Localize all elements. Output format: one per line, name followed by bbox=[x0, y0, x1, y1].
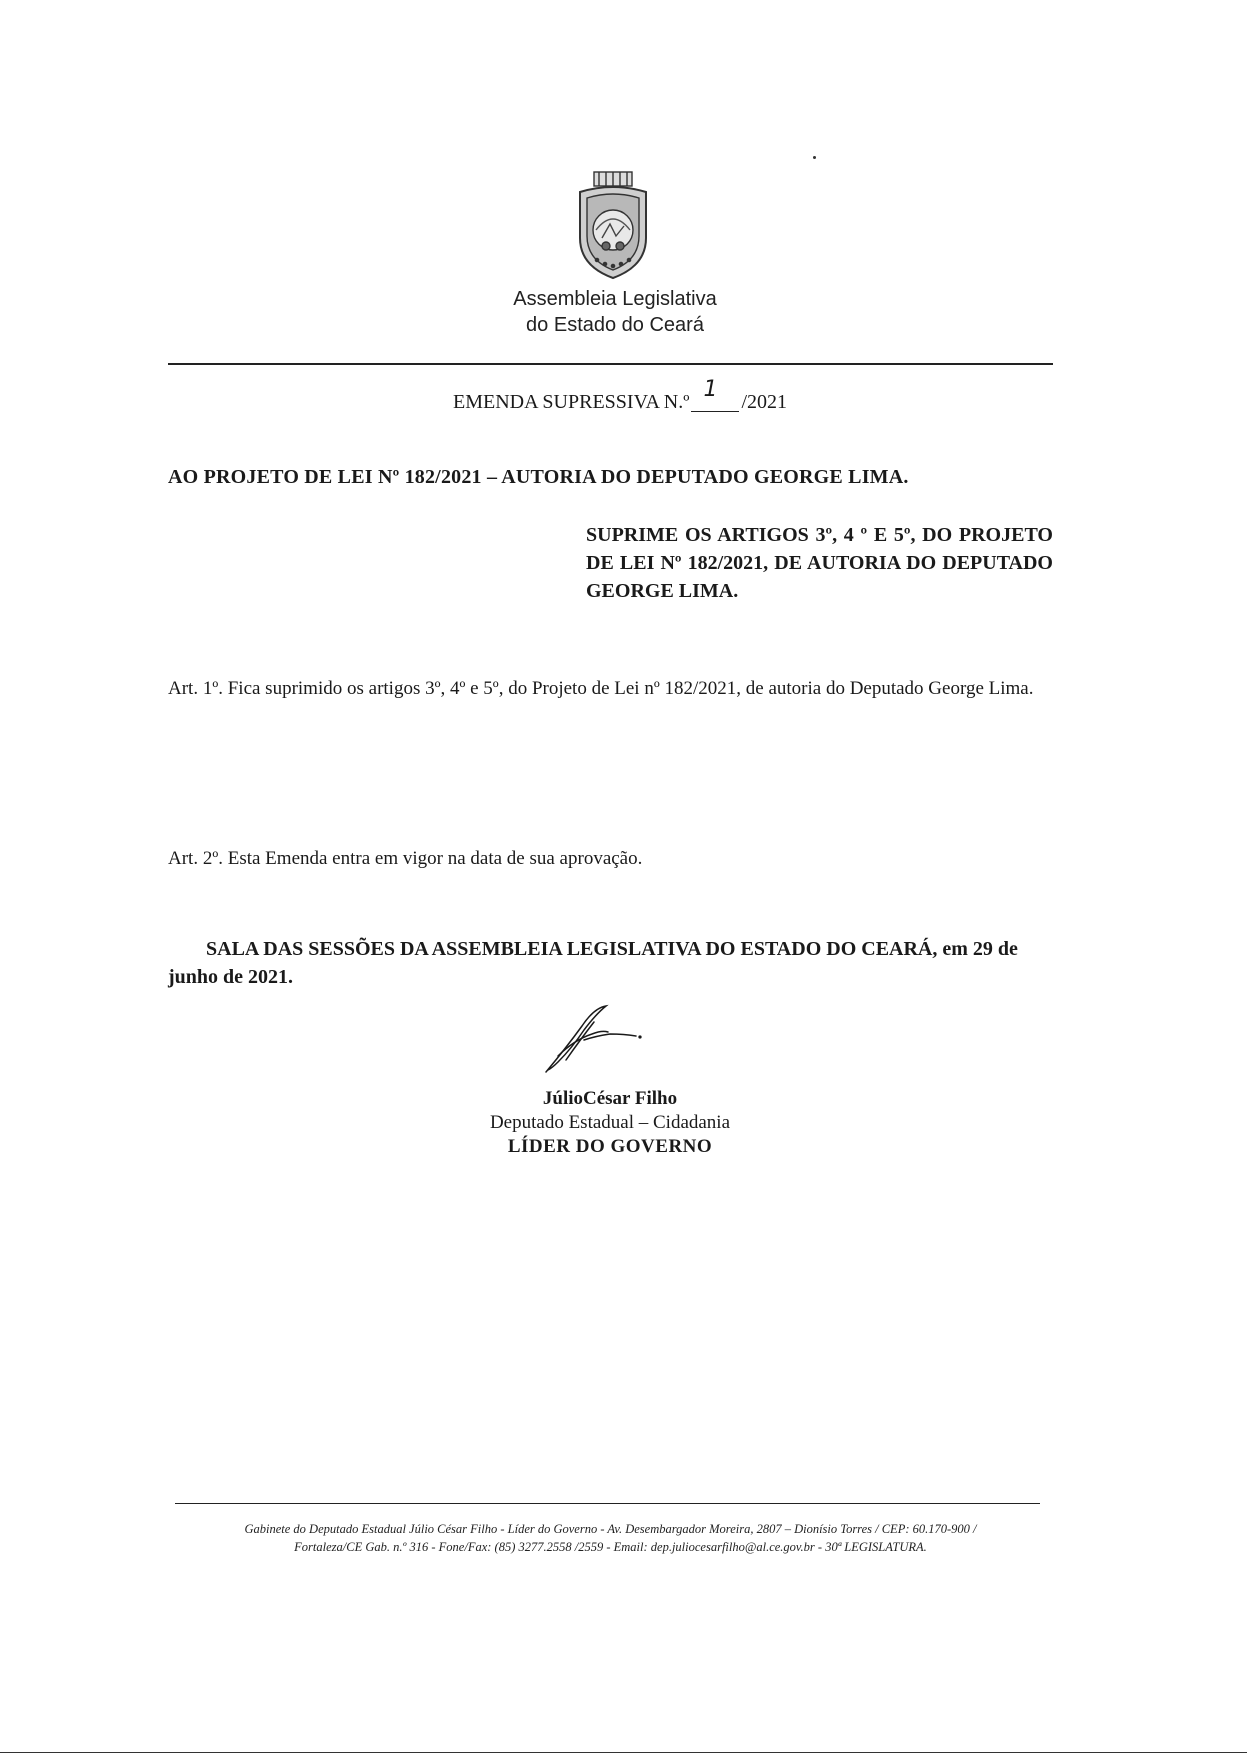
title-suffix: /2021 bbox=[741, 391, 787, 413]
project-reference: AO PROJETO DE LEI Nº 182/2021 – AUTORIA DO DEPUTADO GEORGE LIMA. bbox=[168, 466, 909, 488]
scan-speck bbox=[813, 156, 816, 159]
page-bottom-edge bbox=[0, 1752, 1247, 1753]
institution-name-line1: Assembleia Legislativa bbox=[513, 288, 717, 310]
coat-of-arms-icon bbox=[572, 168, 654, 282]
signer-position: LÍDER DO GOVERNO bbox=[507, 1136, 713, 1157]
document-title bbox=[330, 377, 910, 414]
ementa-summary: SUPRIME OS ARTIGOS 3º, 4 º E 5º, DO PROJETO DE LEI Nº 182/2021, DE AUTORIA DO DEPUTADO GEORGE LIMA. bbox=[586, 524, 1053, 602]
footer-address-line2: Fortaleza/CE Gab. n.º 316 - Fone/Fax: (85) 3277.2558 /2559 - Email: dep.juliocesarfilho@al.ce.gov.br - 30ª LEGISLATURA. bbox=[294, 1540, 927, 1554]
article-1: Art. 1º. Fica suprimido os artigos 3º, 4º e 5º, do Projeto de Lei nº 182/2021, de autoria do Deputado George Lima. bbox=[168, 678, 1034, 699]
title-prefix: EMENDA SUPRESSIVA N.º bbox=[452, 391, 690, 413]
institution-name-line2: do Estado do Ceará bbox=[526, 314, 704, 336]
signature-image bbox=[536, 1000, 646, 1078]
footer-address-line1: Gabinete do Deputado Estadual Júlio César Filho - Líder do Governo - Av. Desembargador Moreira, 2807 – Dionísio Torres / CEP: 60.170-900 / bbox=[244, 1522, 977, 1536]
handwritten-number: 1 bbox=[703, 377, 718, 402]
article-2: Art. 2º. Esta Emenda entra em vigor na data de sua aprovação. bbox=[168, 848, 643, 869]
closing-statement bbox=[168, 935, 1053, 991]
signer-role: Deputado Estadual – Cidadania bbox=[489, 1112, 731, 1133]
footer-divider bbox=[175, 1503, 1040, 1504]
signer-name: JúlioCésar Filho bbox=[542, 1088, 678, 1109]
header-divider bbox=[168, 363, 1053, 365]
closing-text: SALA DAS SESSÕES DA ASSEMBLEIA LEGISLATIVA DO ESTADO DO CEARÁ, em 29 de junho de 2021. bbox=[168, 938, 1018, 988]
title-number-field bbox=[689, 377, 741, 414]
